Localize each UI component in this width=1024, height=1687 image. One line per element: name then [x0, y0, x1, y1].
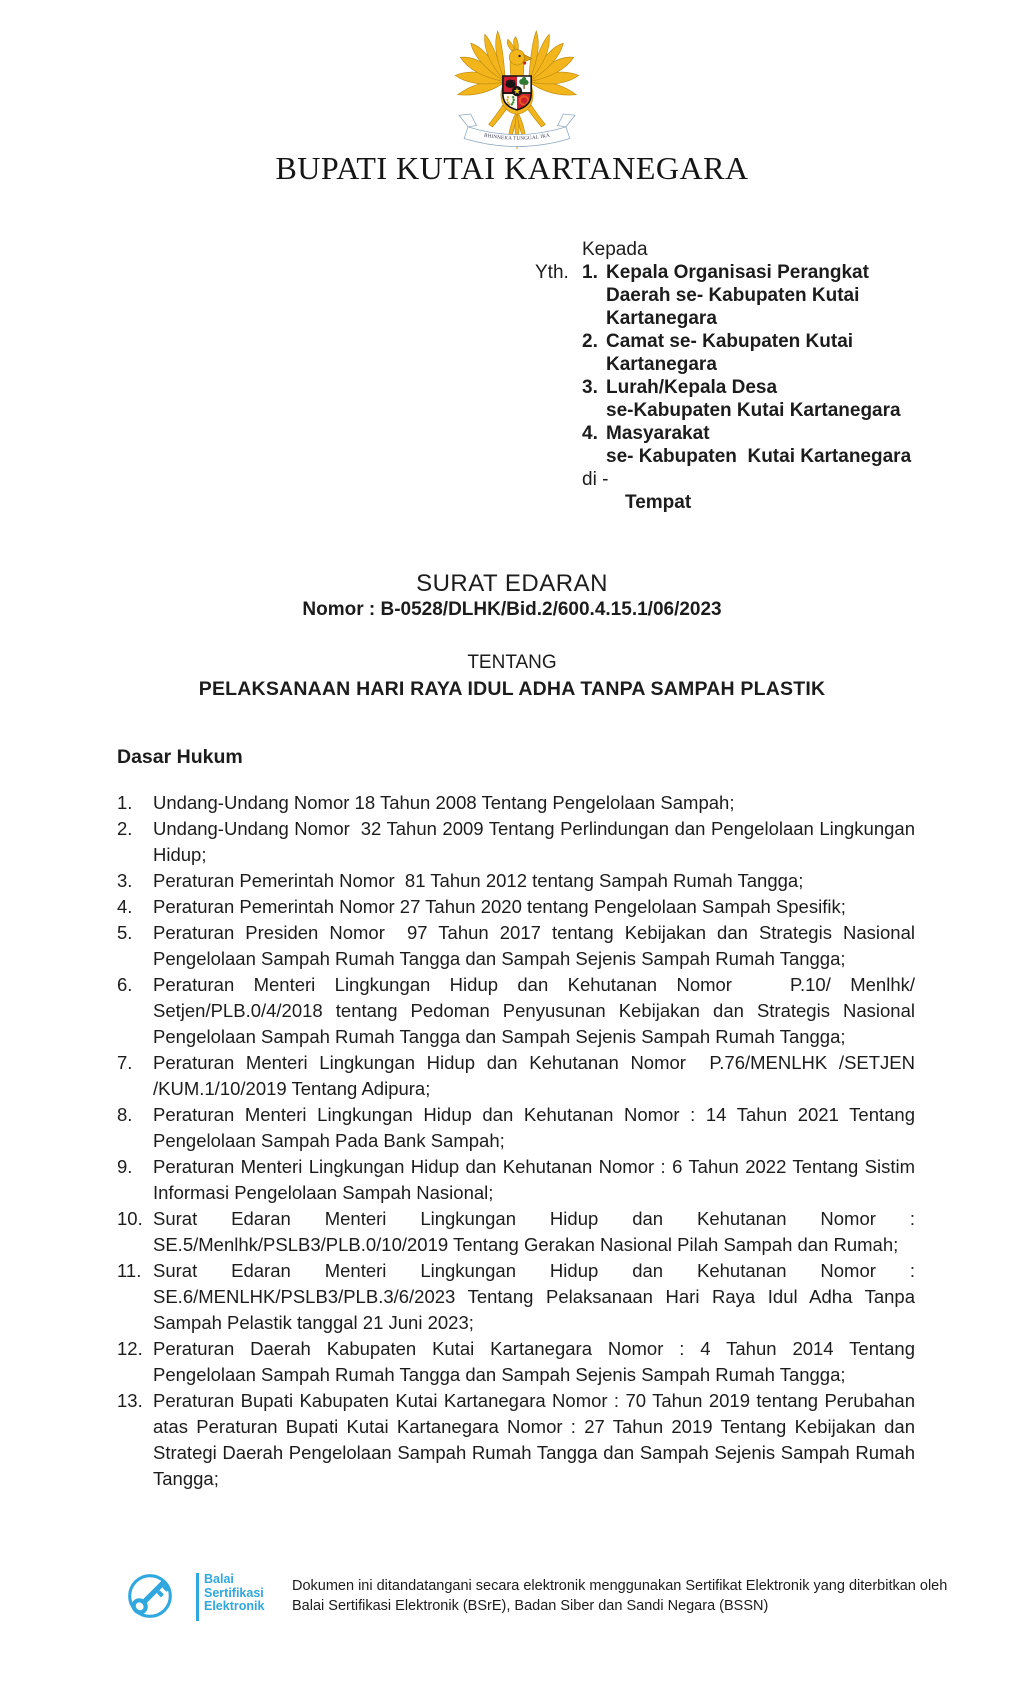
recipient-line: Kartanegara	[606, 354, 717, 375]
item-number: 12.	[117, 1338, 143, 1359]
list-item	[117, 972, 921, 1050]
recipient-line: Kartanegara	[606, 308, 717, 329]
item-text: Peraturan Daerah Kabupaten Kutai Kartanegara Nomor : 4 Tahun 2014 Tentang Pengelolaan Sampah Rumah Tangga dan Sampah Sejenis Sampah Rumah Tangga;	[153, 1338, 921, 1385]
garuda-motto: BHINNEKA TUNGGAL IKA	[483, 132, 551, 142]
disclaimer-line: Dokumen ini ditandatangani secara elektronik menggunakan Sertifikat Elektronik yang diterbitkan oleh	[292, 1578, 948, 1594]
signature-disclaimer	[292, 1576, 947, 1616]
item-text: Undang-Undang Nomor 32 Tahun 2009 Tentang Perlindungan dan Pengelolaan Lingkungan Hidup;	[153, 818, 921, 865]
item-text: Peraturan Presiden Nomor 97 Tahun 2017 tentang Kebijakan dan Strategis Nasional Pengelolaan Sampah Rumah Tangga dan Sampah Sejenis Sampah Rumah Tangga;	[153, 922, 921, 969]
bsre-org-line: Balai	[204, 1572, 234, 1586]
recipient-line: Daerah se- Kabupaten Kutai	[606, 285, 860, 306]
recipient-row	[535, 376, 926, 422]
item-text: Peraturan Pemerintah Nomor 81 Tahun 2012 tentang Sampah Rumah Tangga;	[153, 870, 804, 891]
yth-label: Yth.	[535, 262, 569, 283]
disclaimer-line: Balai Sertifikasi Elektronik (BSrE), Badan Siber dan Sandi Negara (BSSN)	[292, 1598, 769, 1614]
doc-number: Nomor : B-0528/DLHK/Bid.2/600.4.15.1/06/2023	[302, 599, 722, 620]
recipient-number: 2.	[582, 331, 598, 352]
recipient-number: 3.	[582, 377, 598, 398]
item-number: 2.	[117, 818, 133, 839]
recipient-row	[535, 422, 926, 468]
recipient-text	[606, 330, 926, 376]
bsre-org-line: Sertifikasi	[204, 1585, 264, 1600]
recipient-line: se- Kabupaten Kutai Kartanegara	[606, 446, 912, 467]
item-number: 7.	[117, 1052, 133, 1073]
recipient-line: se-Kabupaten Kutai Kartanegara	[606, 400, 901, 421]
garuda-pancasila-icon	[452, 20, 582, 152]
bsre-org-line: Elektronik	[204, 1599, 265, 1613]
list-item	[117, 894, 915, 920]
item-text: Surat Edaran Menteri Lingkungan Hidup dan Kehutanan Nomor : SE.5/Menlhk/PSLB3/PLB.0/10/2019 Tentang Gerakan Nasional Pilah Sampah dan Rumah;	[153, 1208, 921, 1255]
item-text: Peraturan Menteri Lingkungan Hidup dan Kehutanan Nomor P.76/MENLHK /SETJEN /KUM.1/10/2019 Tentang Adipura;	[153, 1052, 921, 1099]
item-text: Peraturan Menteri Lingkungan Hidup dan Kehutanan Nomor : 6 Tahun 2022 Tentang Sistim Informasi Pengelolaan Sampah Nasional;	[153, 1156, 921, 1203]
page-title: BUPATI KUTAI KARTANEGARA	[275, 150, 749, 186]
item-text: Peraturan Bupati Kabupaten Kutai Kartanegara Nomor : 70 Tahun 2019 tentang Perubahan atas Peraturan Bupati Kutai Kartanegara Nomor : 27 Tahun 2019 Tentang Kebijakan dan Strategi Daerah Pengelolaan Sampah Rumah Tangga dan Sampah Sejenis Sampah Rumah Tangga;	[153, 1390, 921, 1489]
recipient-line: Camat se- Kabupaten Kutai	[606, 331, 854, 352]
item-number: 9.	[117, 1156, 133, 1177]
item-text: Peraturan Menteri Lingkungan Hidup dan Kehutanan Nomor : 14 Tahun 2021 Tentang Pengelolaan Sampah Pada Bank Sampah;	[153, 1104, 921, 1151]
recipient-number: 1.	[582, 262, 598, 283]
address-block	[535, 238, 926, 514]
list-item	[117, 1206, 921, 1258]
legal-basis-list	[117, 790, 921, 1492]
recipient-text	[606, 261, 926, 330]
recipient-row	[535, 261, 926, 330]
item-number: 3.	[117, 870, 133, 891]
recipient-line: Lurah/Kepala Desa	[606, 377, 778, 398]
item-number: 11.	[117, 1260, 142, 1281]
dasar-hukum-heading: Dasar Hukum	[117, 746, 243, 768]
bsre-org-name	[204, 1573, 264, 1614]
item-number: 8.	[117, 1104, 133, 1125]
item-number: 10.	[117, 1208, 143, 1229]
list-item	[117, 1388, 921, 1492]
doc-type-heading: SURAT EDARAN	[416, 570, 608, 597]
item-number: 1.	[117, 792, 133, 813]
recipient-number: 4.	[582, 423, 598, 444]
item-text: Peraturan Pemerintah Nomor 27 Tahun 2020 tentang Pengelolaan Sampah Spesifik;	[153, 896, 846, 917]
electronic-signature-footer	[0, 1565, 1024, 1635]
footer-divider	[196, 1573, 199, 1621]
recipient-line: Kepala Organisasi Perangkat	[606, 262, 869, 283]
list-item	[117, 790, 915, 816]
item-text: Undang-Undang Nomor 18 Tahun 2008 Tentang Pengelolaan Sampah;	[153, 792, 735, 813]
recipient-text	[606, 422, 926, 468]
list-item	[117, 1258, 921, 1336]
list-item	[117, 1050, 921, 1102]
list-item	[117, 1336, 921, 1388]
recipient-text	[606, 376, 926, 422]
item-text: Surat Edaran Menteri Lingkungan Hidup dan Kehutanan Nomor : SE.6/MENLHK/PSLB3/PLB.3/6/2023 Tentang Pelaksanaan Hari Raya Idul Adha Tanpa Sampah Pelastik tanggal 21 Juni 2023;	[153, 1260, 921, 1333]
item-number: 13.	[117, 1390, 143, 1411]
list-item	[117, 1102, 921, 1154]
di-label: di -	[582, 469, 609, 490]
kepada-label: Kepada	[582, 239, 648, 260]
list-item	[117, 816, 921, 868]
list-item	[117, 868, 915, 894]
bsre-logo-icon	[125, 1571, 175, 1621]
item-number: 6.	[117, 974, 133, 995]
item-number: 4.	[117, 896, 133, 917]
list-item	[117, 1154, 921, 1206]
item-number: 5.	[117, 922, 133, 943]
item-text: Peraturan Menteri Lingkungan Hidup dan Kehutanan Nomor P.10/ Menlhk/ Setjen/PLB.0/4/2018 tentang Pedoman Penyusunan Kebijakan dan Strategis Nasional Pengelolaan Sampah Rumah Tangga dan Sampah Sejenis Sampah Rumah Tangga;	[153, 974, 921, 1047]
recipient-row	[535, 330, 926, 376]
subject-title: PELAKSANAAN HARI RAYA IDUL ADHA TANPA SAMPAH PLASTIK	[198, 678, 826, 700]
recipient-line: Masyarakat	[606, 423, 710, 444]
tempat-label: Tempat	[625, 492, 692, 513]
tentang-label: TENTANG	[467, 652, 557, 673]
list-item	[117, 920, 921, 972]
